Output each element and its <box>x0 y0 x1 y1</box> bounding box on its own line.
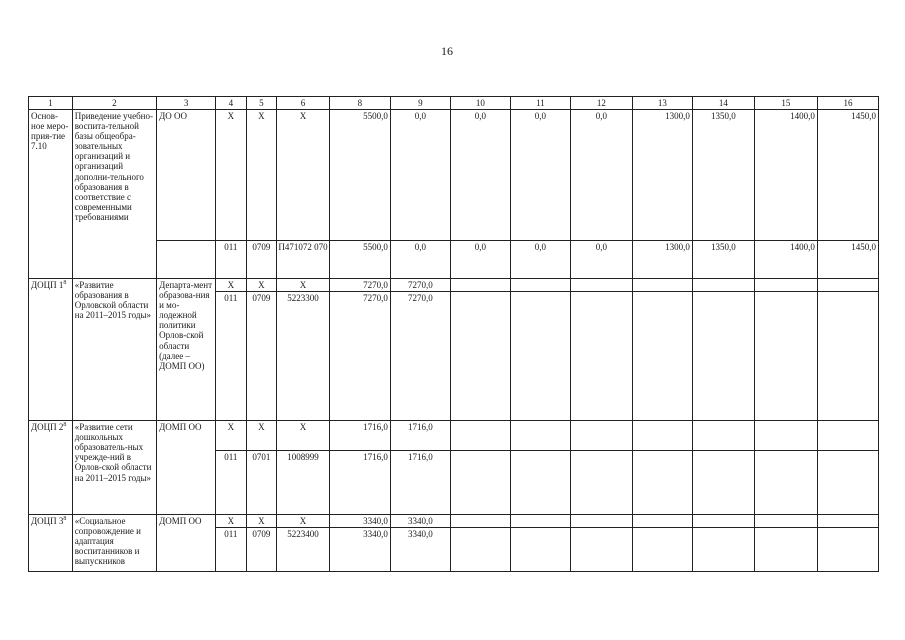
table-cell: Х <box>277 421 330 451</box>
col-header: 8 <box>329 97 390 110</box>
table-cell: Х <box>277 515 330 528</box>
table-cell <box>450 292 510 421</box>
table-cell <box>754 515 817 528</box>
table-cell <box>510 528 570 572</box>
table-cell <box>692 279 754 292</box>
table-cell <box>570 515 632 528</box>
table-cell <box>570 421 632 451</box>
table-row <box>29 110 879 241</box>
table-cell: 1716,0 <box>329 451 390 515</box>
table-cell <box>450 451 510 515</box>
table-cell: Х <box>216 515 247 528</box>
table-cell <box>510 451 570 515</box>
budget-table <box>28 96 879 572</box>
table-cell: 3340,0 <box>329 515 390 528</box>
table-cell: 0,0 <box>570 110 632 241</box>
table-cell: 1400,0 <box>754 241 817 279</box>
table-cell: Х <box>246 421 277 451</box>
table-cell: Х <box>277 110 330 241</box>
table-cell <box>510 279 570 292</box>
table-cell: Х <box>216 279 247 292</box>
table-cell: 5223300 <box>277 292 330 421</box>
row-code: ДОЦП $3^8$ <box>29 515 73 572</box>
table-cell <box>570 292 632 421</box>
col-header: 15 <box>754 97 817 110</box>
table-cell: 0,0 <box>390 241 450 279</box>
table-cell: 0,0 <box>570 241 632 279</box>
col-header: 5 <box>246 97 277 110</box>
table-cell: 1300,0 <box>632 241 692 279</box>
table-cell: 1716,0 <box>329 421 390 451</box>
col-header: 11 <box>510 97 570 110</box>
table-cell <box>692 292 754 421</box>
col-header: 12 <box>570 97 632 110</box>
table-cell: 1450,0 <box>817 110 878 241</box>
table-cell <box>754 279 817 292</box>
table-cell: 011 <box>216 241 247 279</box>
page-number: 16 <box>441 44 453 58</box>
row-name: «Социальное сопровождение и адаптация воспитанников и выпускников <box>72 515 156 572</box>
table-cell <box>754 421 817 451</box>
col-header: 16 <box>817 97 878 110</box>
row-executor: Департа-мент образова-ния и мо-лодежной политики Орлов-ской области (далее – ДОМП ОО) <box>157 279 216 421</box>
table-cell <box>570 279 632 292</box>
table-cell <box>817 528 878 572</box>
table-cell <box>632 451 692 515</box>
table-cell: Х <box>277 279 330 292</box>
col-header: 2 <box>72 97 156 110</box>
table-cell <box>510 292 570 421</box>
table-cell: 3340,0 <box>329 528 390 572</box>
table-cell: Х <box>216 421 247 451</box>
table-cell: 0709 <box>246 241 277 279</box>
row-name: «Развитие сети дошкольных образователь-ных учрежде-ний в Орлов-ской области на 2011–2015 годы» <box>72 421 156 515</box>
table-cell: 1008999 <box>277 451 330 515</box>
table-cell <box>817 451 878 515</box>
table-cell: 0,0 <box>390 110 450 241</box>
table-cell: 5500,0 <box>329 241 390 279</box>
table-cell: 1716,0 <box>390 451 450 515</box>
table-cell: 5500,0 <box>329 110 390 241</box>
table-cell: 7270,0 <box>329 292 390 421</box>
row-executor: ДОМП ОО <box>157 421 216 515</box>
table-cell: 7270,0 <box>390 292 450 421</box>
row-executor: ДОМП ОО <box>157 515 216 572</box>
table-cell <box>817 279 878 292</box>
table-cell: 0709 <box>246 528 277 572</box>
table-cell <box>754 528 817 572</box>
table-cell: 1350,0 <box>692 110 754 241</box>
table-cell: 1716,0 <box>390 421 450 451</box>
col-header: 1 <box>29 97 73 110</box>
table-cell: 3340,0 <box>390 528 450 572</box>
table-cell: 0709 <box>246 292 277 421</box>
table-cell <box>632 421 692 451</box>
table-cell: 0,0 <box>510 241 570 279</box>
table-cell <box>692 421 754 451</box>
row-executor: ДО ОО <box>157 110 216 241</box>
col-header: 14 <box>692 97 754 110</box>
table-cell <box>450 279 510 292</box>
row-code: ДОЦП $2^8$ <box>29 421 73 515</box>
table-cell: 7270,0 <box>329 279 390 292</box>
table-cell: 7270,0 <box>390 279 450 292</box>
table-row <box>29 241 879 279</box>
table-cell <box>817 292 878 421</box>
table-cell: 1450,0 <box>817 241 878 279</box>
table-cell <box>632 528 692 572</box>
table-cell: Х <box>246 515 277 528</box>
table-cell: 1300,0 <box>632 110 692 241</box>
table-cell <box>570 451 632 515</box>
col-header: 10 <box>450 97 510 110</box>
table-cell: 1400,0 <box>754 110 817 241</box>
table-cell <box>450 421 510 451</box>
row-name: «Развитие образования в Орловской области на 2011–2015 годы» <box>72 279 156 421</box>
table-row <box>29 421 879 451</box>
table-cell: 0701 <box>246 451 277 515</box>
table-cell: Х <box>246 279 277 292</box>
table-cell: 0,0 <box>450 241 510 279</box>
table-cell <box>817 515 878 528</box>
table-cell: 011 <box>216 528 247 572</box>
table-cell <box>157 241 216 279</box>
table-cell <box>692 528 754 572</box>
table-cell: 3340,0 <box>390 515 450 528</box>
row-name: Приведение учебно-воспита-тельной базы общеобра-зовательных организаций и организаций дополни-тельного образования в соответствие с современными требованиями <box>72 110 156 279</box>
table-cell <box>754 292 817 421</box>
table-cell: 5223400 <box>277 528 330 572</box>
table-cell <box>632 515 692 528</box>
table-cell: 0,0 <box>450 110 510 241</box>
table-cell: Х <box>246 110 277 241</box>
table-cell: Х <box>216 110 247 241</box>
col-header: 4 <box>216 97 247 110</box>
table-cell: 011 <box>216 451 247 515</box>
table-cell <box>632 292 692 421</box>
table-cell <box>817 421 878 451</box>
table-cell <box>632 279 692 292</box>
table-cell <box>692 515 754 528</box>
table-cell <box>510 515 570 528</box>
table-cell <box>510 421 570 451</box>
table-cell <box>754 451 817 515</box>
table-row <box>29 279 879 292</box>
row-code: Основ-ное меро-прия-тие 7.10 <box>29 110 73 279</box>
table-cell: П471072 070 <box>277 241 330 279</box>
table-cell <box>570 528 632 572</box>
table-cell <box>692 451 754 515</box>
table-cell: 011 <box>216 292 247 421</box>
table-row <box>29 515 879 528</box>
header-row <box>29 97 879 110</box>
table-cell: 0,0 <box>510 110 570 241</box>
row-code: ДОЦП $1^8$ <box>29 279 73 421</box>
col-header: 13 <box>632 97 692 110</box>
table-cell: 1350,0 <box>692 241 754 279</box>
col-header: 6 <box>277 97 330 110</box>
col-header: 3 <box>157 97 216 110</box>
col-header: 9 <box>390 97 450 110</box>
table-cell <box>450 515 510 528</box>
table-cell <box>450 528 510 572</box>
